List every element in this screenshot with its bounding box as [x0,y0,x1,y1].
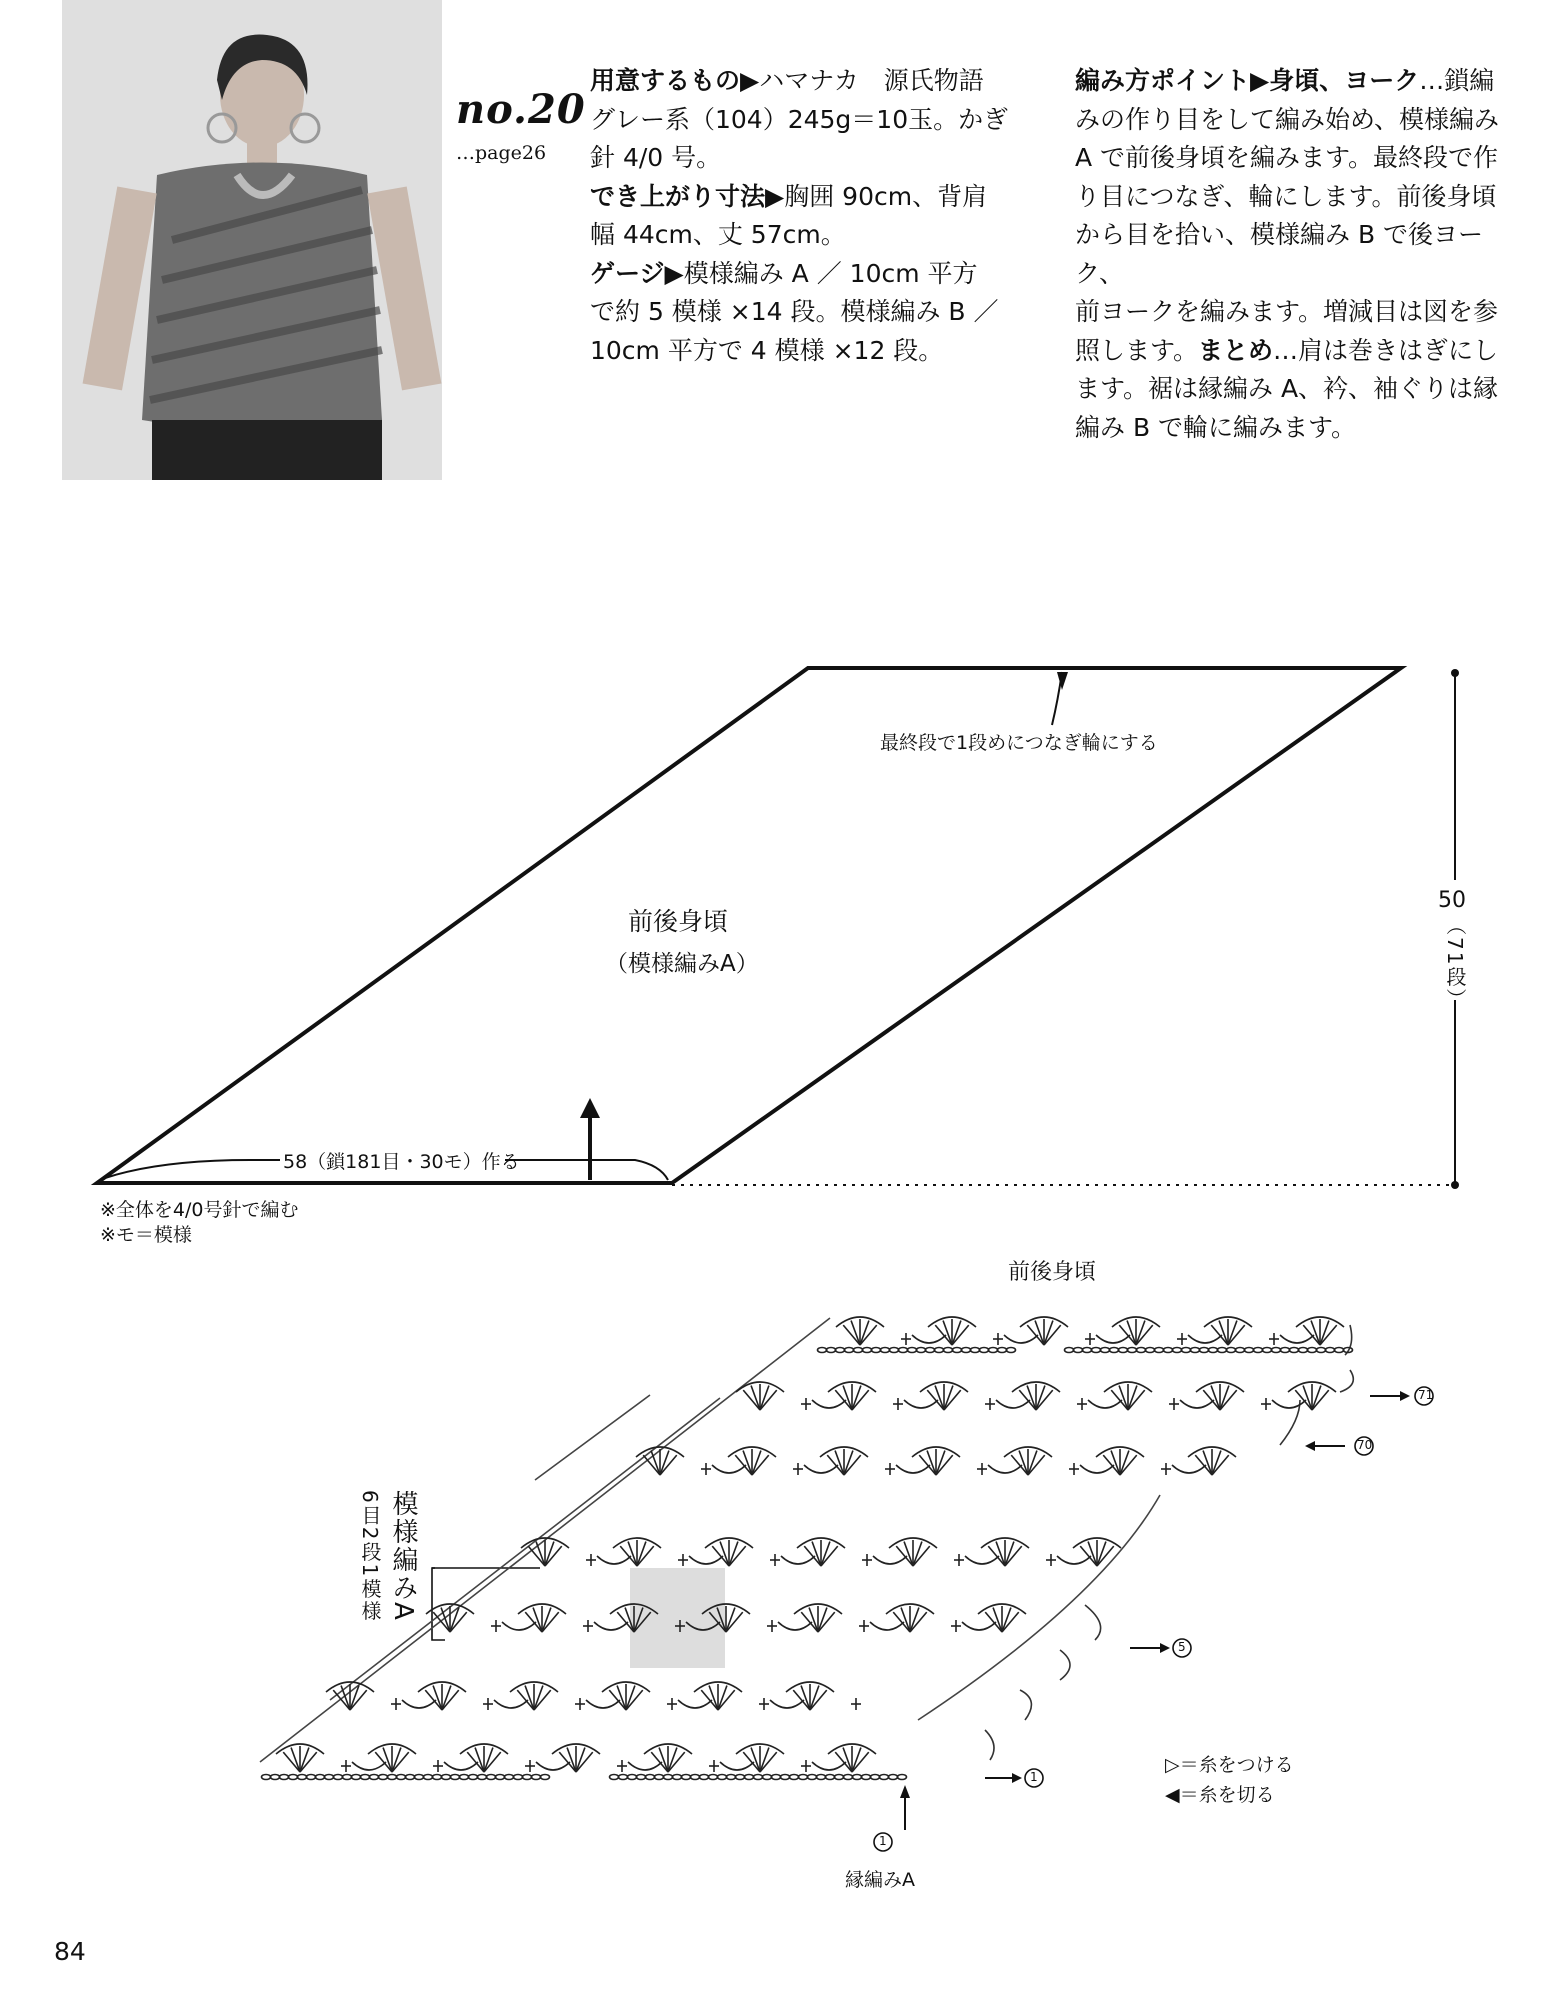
points-line: …肩は巻きはぎにし [1273,335,1499,365]
points-line: ます。裾は縁編み A、衿、袖ぐりは縁 [1075,374,1499,403]
pattern-number: no.20 [456,86,586,133]
points-label: 編み方ポイント▶身頃、ヨーク [1075,66,1420,95]
row-marker-5: 5 [1178,1640,1186,1654]
legend-cut: ◀＝糸を切る [1165,1784,1275,1806]
page-number: 84 [54,1937,86,1966]
points-line: A で前後身頃を編みます。最終段で作 [1075,143,1499,172]
materials-line: 針 4/0 号。 [590,143,722,172]
cast-on-note: 58（鎖181目・30モ）作る [283,1151,520,1173]
size-line: 幅 44cm、丈 57cm。 [590,220,846,249]
points-line: り目につなぎ、輪にします。前後身頃 [1075,181,1497,211]
gauge-label: ゲージ▶ [590,258,684,288]
piece-name: 前後身頃 [628,907,729,936]
body-schematic [97,668,1459,1189]
points-line: みの作り目をして編み始め、模様編み [1075,104,1500,134]
materials-line: グレー系（104）245g＝10玉。かぎ [590,104,1009,134]
edge-label: 縁編みA [845,1869,915,1891]
footnote-motif: ※モ＝模様 [100,1224,192,1246]
footnote-hook: ※全体を4/0号針で編む [100,1199,299,1221]
points-line: から目を拾い、模様編み B で後ヨーク、 [1075,220,1484,288]
materials-yarn: ハマナカ 源氏物語 [759,66,984,95]
points-line: 編み B で輪に編みます。 [1075,412,1357,442]
gauge-text: 模様編み A ／ 10cm 平方 [683,258,978,288]
height-rows: （71段） [1443,915,1467,1011]
materials-label: 用意するもの▶ [590,66,760,95]
points-line: 前ヨークを編みます。増減目は図を参 [1075,297,1499,326]
size-label: でき上がり寸法▶ [590,181,785,211]
join-note: 最終段で1段めにつなぎ輪にする [880,732,1158,754]
edge-row-marker: 1 [879,1834,887,1848]
gauge-line: で約 5 模様 ×14 段。模様編み B ／ [590,297,999,326]
legend-attach: ▷＝糸をつける [1165,1754,1294,1776]
size-text: 胸囲 90cm、背肩 [784,181,988,211]
row-marker-71: 71 [1418,1388,1434,1402]
height-value: 50 [1438,888,1466,913]
row-marker-70: 70 [1357,1438,1373,1452]
repeat-label: 6目2段1模様 [358,1490,382,1623]
pattern-a-label: 模様編みA [388,1490,418,1622]
gauge-line: 10cm 平方で 4 模様 ×12 段。 [590,335,944,365]
page-reference: …page26 [456,142,547,164]
finishing-label: まとめ [1198,335,1274,365]
points-line: 照します。 [1075,335,1199,365]
chart-title: 前後身頃 [1008,1260,1097,1285]
row-marker-1: 1 [1030,1770,1038,1784]
points-text: …鎖編 [1419,66,1495,95]
piece-pattern: （模様編みA） [605,951,759,977]
